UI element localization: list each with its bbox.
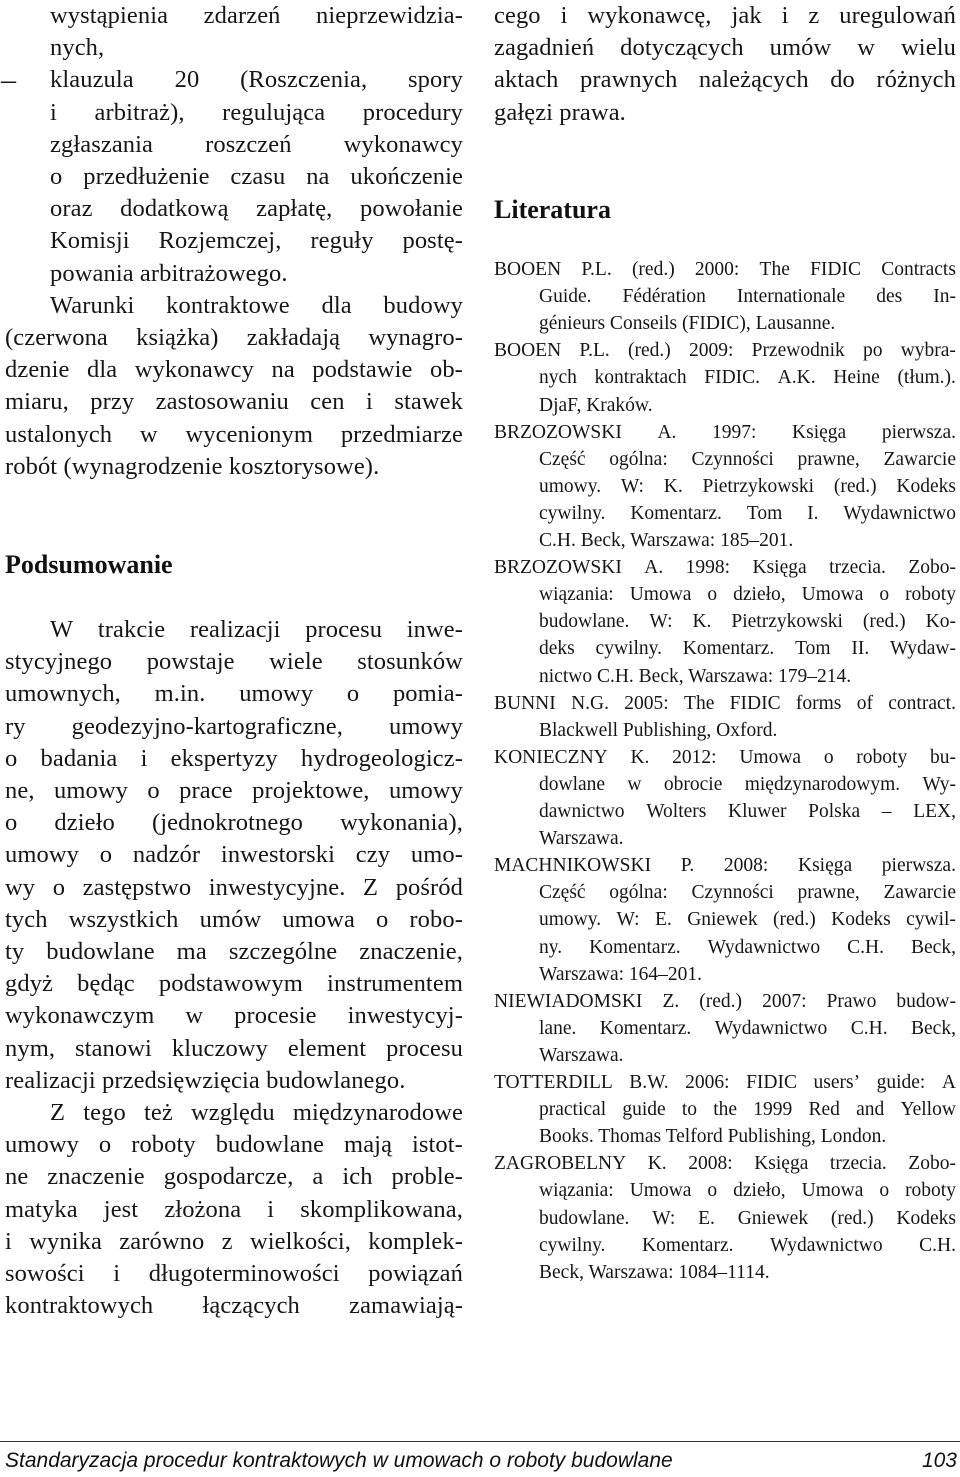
paragraph-line: stycyjnego powstaje wiele stosunków [5, 648, 463, 676]
reference-line: cywilny. Komentarz. Tom I. Wydawnictwo [539, 502, 956, 524]
reference-line: BOOEN P.L. (red.) 2009: Przewodnik po wybra- [494, 340, 956, 362]
page-footer [5, 1447, 957, 1475]
reference-line: wiązania: Umowa o dzieło, Umowa o roboty [539, 1180, 956, 1202]
reference-line: Część ogólna: Czynności prawne, Zawarcie [539, 882, 956, 904]
reference-line: NIEWIADOMSKI Z. (red.) 2007: Prawo budow- [494, 990, 956, 1012]
reference-line: Warszawa. [539, 828, 624, 850]
reference-line: Część ogólna: Czynności prawne, Zawarcie [539, 448, 956, 470]
list-item-text: powania arbitrażowego. [50, 259, 288, 287]
paragraph-line: ty budowlane ma szczególne znaczenie, [5, 938, 463, 965]
paragraph-line: umowy o nadzór inwestorski czy umo- [5, 841, 463, 869]
reference-line: ZAGROBELNY K. 2008: Księga trzecia. Zobo- [494, 1153, 956, 1175]
list-item-text: Komisji Rozjemczej, reguły postę- [50, 227, 463, 255]
paragraph-line: aktach prawnych należących do różnych [494, 66, 956, 94]
paragraph-line: kontraktowych łączących zamawiają- [5, 1292, 463, 1320]
list-item-text: nych, [50, 34, 105, 62]
paragraph-line: miaru, przy zastosowaniu cen i stawek [5, 388, 463, 416]
paragraph-line: Warunki kontraktowe dla budowy [50, 291, 463, 319]
reference-line: umowy. W: E. Gniewek (red.) Kodeks cywil- [539, 909, 956, 931]
reference-line: budowlane. W: K. Pietrzykowski (red.) Ko- [539, 611, 956, 633]
reference-line: cywilny. Komentarz. Wydawnictwo C.H. [539, 1234, 956, 1256]
paragraph-line: W trakcie realizacji procesu inwe- [50, 616, 463, 643]
reference-line: nictwo C.H. Beck, Warszawa: 179–214. [539, 665, 852, 687]
paragraph-line: dzenie dla wykonawcy na podstawie ob- [5, 356, 463, 384]
reference-line: dowlane w obrocie międzynarodowym. Wy- [539, 773, 956, 795]
running-title: Standaryzacja procedur kontraktowych w umowach o roboty budowlane [5, 1449, 673, 1472]
summary-heading: Podsumowanie [5, 550, 173, 579]
paragraph-line: o dzieło (jednokrotnego wykonania), [5, 809, 463, 837]
reference-line: dawnictwo Wolters Kluwer Polska – LEX, [539, 801, 956, 822]
reference-line: MACHNIKOWSKI P. 2008: Księga pierwsza. [494, 855, 956, 877]
paragraph-line: ne, umowy o prace projektowe, umowy [5, 777, 463, 804]
page-number: 103 [921, 1449, 957, 1472]
reference-line: ny. Komentarz. Wydawnictwo C.H. Beck, [539, 936, 956, 958]
paragraph-line: wy o zastępstwo inwestycyjne. Z pośród [5, 873, 463, 901]
reference-line: TOTTERDILL B.W. 2006: FIDIC users’ guide: A [494, 1072, 956, 1093]
reference-line: Blackwell Publishing, Oxford. [539, 719, 778, 741]
reference-line: BRZOZOWSKI A. 1998: Księga trzecia. Zobo- [494, 557, 956, 579]
list-item-text: wystąpienia zdarzeń nieprzewidzia- [50, 2, 463, 29]
reference-line: lane. Komentarz. Wydawnictwo C.H. Beck, [539, 1017, 956, 1039]
paragraph-line: gałęzi prawa. [494, 98, 626, 126]
paragraph-line: i wynika zarówno z wielkości, komplek- [5, 1227, 463, 1255]
paragraph-line: tych wszystkich umów umowa o robo- [5, 905, 463, 933]
list-dash: – [1, 63, 17, 97]
paragraph-line: umowy o roboty budowlane mają istot- [5, 1131, 463, 1159]
reference-line: umowy. W: K. Pietrzykowski (red.) Kodeks [539, 475, 956, 497]
paragraph-line: nym, stanowi kluczowy element procesu [5, 1034, 463, 1062]
paragraph-line: matyka jest złożona i skomplikowana, [5, 1195, 463, 1223]
reference-line: génieurs Conseils (FIDIC), Lausanne. [539, 313, 836, 335]
list-item-text: i arbitraż), regulująca procedury [50, 98, 463, 126]
reference-line: budowlane. W: E. Gniewek (red.) Kodeks [539, 1207, 956, 1229]
reference-line: nych kontraktach FIDIC. A.K. Heine (tłum.). [539, 367, 956, 389]
reference-line: deks cywilny. Komentarz. Tom II. Wydaw- [539, 638, 956, 660]
list-item-text: zgłaszania roszczeń wykonawcy [50, 130, 463, 158]
list-item-text: klauzula 20 (Roszczenia, spory [50, 66, 463, 94]
reference-line: Guide. Fédération Internationale des In- [539, 286, 956, 308]
reference-line: DjaF, Kraków. [539, 394, 653, 416]
reference-line: BOOEN P.L. (red.) 2000: The FIDIC Contracts [494, 259, 956, 280]
reference-line: BUNNI N.G. 2005: The FIDIC forms of contract. [494, 692, 956, 714]
reference-line: KONIECZNY K. 2012: Umowa o roboty bu- [494, 746, 956, 768]
paragraph-line: o badania i ekspertyzy hydrogeologicz- [5, 744, 463, 772]
paragraph-line: sowości i długoterminowości powiązań [5, 1260, 463, 1287]
reference-line: BRZOZOWSKI A. 1997: Księga pierwsza. [494, 421, 956, 443]
paragraph-line: ustalonych w wycenionym przedmiarze [5, 420, 463, 448]
paragraph-line: robót (wynagrodzenie kosztorysowe). [5, 452, 380, 480]
paragraph-line: gdyż będąc podstawowym instrumentem [5, 970, 463, 998]
reference-line: Warszawa: 164–201. [539, 963, 703, 985]
reference-line: C.H. Beck, Warszawa: 185–201. [539, 530, 794, 551]
paragraph-line: Z tego też względu międzynarodowe [50, 1099, 463, 1126]
footer-rule [0, 1441, 960, 1442]
paragraph-line: zagadnień dotyczących umów w wielu [494, 34, 956, 62]
paragraph-line: realizacji przedsięwzięcia budowlanego. [5, 1066, 406, 1094]
reference-line: Books. Thomas Telford Publishing, London. [539, 1126, 887, 1148]
reference-line: wiązania: Umowa o dzieło, Umowa o roboty [539, 584, 956, 606]
reference-line: practical guide to the 1999 Red and Yellow [539, 1099, 956, 1121]
paragraph-line: ry geodezyjno-kartograficzne, umowy [5, 712, 463, 740]
paragraph-line: wykonawczym w procesie inwestycyj- [5, 1002, 463, 1030]
literature-heading: Literatura [494, 195, 611, 224]
reference-line: Beck, Warszawa: 1084–1114. [539, 1261, 770, 1283]
list-item-text: o przedłużenie czasu na ukończenie [50, 163, 463, 190]
paragraph-line: (czerwona książka) zakładają wynagro- [5, 324, 463, 351]
reference-line: Warszawa. [539, 1044, 624, 1066]
paragraph-line: umownych, m.in. umowy o pomia- [5, 680, 463, 708]
list-item-text: oraz dodatkową zapłatę, powołanie [50, 195, 463, 223]
paragraph-line: ne znaczenie gospodarcze, a ich proble- [5, 1163, 463, 1191]
paragraph-line: cego i wykonawcę, jak i z uregulowań [494, 2, 956, 29]
